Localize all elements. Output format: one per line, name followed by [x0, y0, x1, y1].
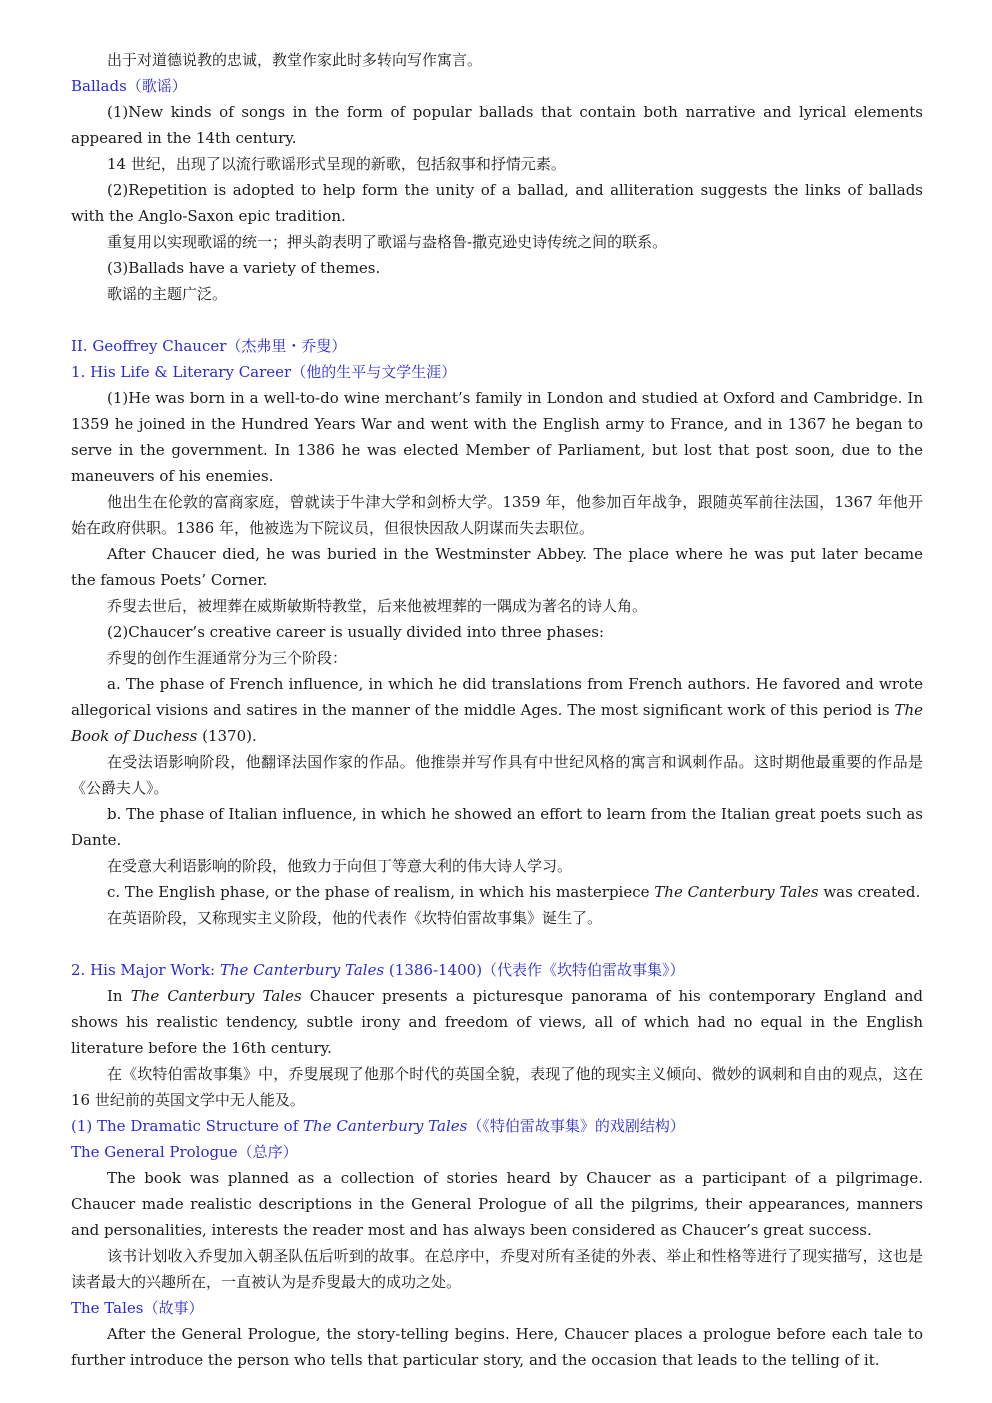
body-paragraph: [71, 879, 923, 905]
text-run: 歌谣的主题广泛。: [107, 285, 228, 303]
text-run: (1)He was born in a well-to-do wine merchant’s family in London and studied at Oxford and Cambridge. In 1359 he joined in the Hundred Years War and went with the English army to France, and in 1367 he began to serve in the government. In 1386 he was elected Member of Parliament, but lost that post soon, due to the maneuvers of his enemies.: [71, 389, 923, 485]
section-heading: [71, 957, 923, 983]
book-title: The Book of Duchess: [71, 701, 923, 745]
text-run: Chaucer presents a picturesque panorama of his contemporary England and shows his realistic tendency, subtle irony and freedom of views, all of which had no equal in the English literature before the 16th century.: [71, 987, 923, 1057]
book-title: The Canterbury Tales: [130, 987, 302, 1005]
body-paragraph: [71, 1061, 923, 1113]
text-run: 在受意大利语影响的阶段，他致力于向但丁等意大利的伟大诗人学习。: [107, 857, 573, 875]
section-heading: [71, 73, 923, 99]
text-run: 重复用以实现歌谣的统一；押头韵表明了歌谣与盎格鲁-撒克逊史诗传统之间的联系。: [107, 233, 668, 251]
text-run: 该书计划收入乔叟加入朝圣队伍后听到的故事。在总序中，乔叟对所有圣徒的外表、举止和性格等进行了现实描写，这也是读者最大的兴趣所在，一直被认为是乔叟最大的成功之处。: [71, 1247, 923, 1291]
section-spacer: [71, 307, 923, 333]
body-paragraph: [71, 645, 923, 671]
text-run: 在受法语影响阶段，他翻译法国作家的作品。他推崇并写作具有中世纪风格的寓言和讽刺作品。这时期他最重要的作品是《公爵夫人》。: [71, 753, 923, 797]
body-paragraph: [71, 47, 923, 73]
text-run: Ballads（歌谣）: [71, 77, 187, 95]
section-heading: [71, 1139, 923, 1165]
body-paragraph: [71, 1321, 923, 1373]
body-paragraph: [71, 489, 923, 541]
body-paragraph: [71, 749, 923, 801]
section-heading: [71, 333, 923, 359]
text-run: (1)New kinds of songs in the form of popular ballads that contain both narrative and lyrical elements appeared in the 14th century.: [71, 103, 923, 147]
text-run: (1386-1400)（代表作《坎特伯雷故事集》）: [384, 961, 685, 979]
text-run: The General Prologue（总序）: [71, 1143, 298, 1161]
body-paragraph: [71, 853, 923, 879]
text-run: 1. His Life & Literary Career（他的生平与文学生涯）: [71, 363, 457, 381]
text-run: After the General Prologue, the story-telling begins. Here, Chaucer places a prologue before each tale to further introduce the person who tells that particular story, and the occasion that leads to the telling of it.: [71, 1325, 923, 1369]
text-run: 在英语阶段，又称现实主义阶段，他的代表作《坎特伯雷故事集》诞生了。: [107, 909, 603, 927]
text-run: 14 世纪，出现了以流行歌谣形式呈现的新歌，包括叙事和抒情元素。: [107, 155, 566, 173]
text-run: II. Geoffrey Chaucer（杰弗里・乔叟）: [71, 337, 347, 355]
text-run: 他出生在伦敦的富商家庭，曾就读于牛津大学和剑桥大学。1359 年，他参加百年战争，跟随英军前往法国，1367 年他开始在政府供职。1386 年，他被选为下院议员，但很快因敌人阴谋而失去职位。: [71, 493, 923, 537]
text-run: (1370).: [197, 727, 257, 745]
body-paragraph: [71, 255, 923, 281]
text-run: The book was planned as a collection of stories heard by Chaucer as a participant of a pilgrimage. Chaucer made realistic descriptions in the General Prologue of all the pilgrims, their appearances, manners and personalities, interests the reader most and has always been considered as Chaucer’s great success.: [71, 1169, 923, 1239]
text-run: was created.: [818, 883, 921, 901]
body-paragraph: [71, 1165, 923, 1243]
body-paragraph: [71, 671, 923, 749]
section-heading: [71, 1113, 923, 1139]
document-page: [71, 47, 923, 1373]
body-paragraph: [71, 1243, 923, 1295]
body-paragraph: [71, 905, 923, 931]
body-paragraph: [71, 801, 923, 853]
body-paragraph: [71, 619, 923, 645]
body-paragraph: [71, 151, 923, 177]
body-paragraph: [71, 229, 923, 255]
text-run: 出于对道德说教的忠诚，教堂作家此时多转向写作寓言。: [107, 51, 483, 69]
text-run: 2. His Major Work:: [71, 961, 220, 979]
text-run: The Tales（故事）: [71, 1299, 204, 1317]
text-run: a. The phase of French influence, in which he did translations from French authors. He favored and wrote allegorical visions and satires in the manner of the middle Ages. The most significant work of this period is: [71, 675, 923, 719]
body-paragraph: [71, 99, 923, 151]
text-run: （《特伯雷故事集》的戏剧结构）: [467, 1117, 685, 1135]
text-run: 乔叟的创作生涯通常分为三个阶段：: [107, 649, 348, 667]
text-run: (1) The Dramatic Structure of: [71, 1117, 304, 1135]
body-paragraph: [71, 593, 923, 619]
book-title: The Canterbury Tales: [654, 883, 819, 901]
text-run: (2)Repetition is adopted to help form the unity of a ballad, and alliteration suggests the links of ballads with the Anglo-Saxon epic tradition.: [71, 181, 923, 225]
body-paragraph: [71, 385, 923, 489]
text-run: b. The phase of Italian influence, in which he showed an effort to learn from the Italian great poets such as Dante.: [71, 805, 923, 849]
text-run: In: [107, 987, 131, 1005]
text-run: (3)Ballads have a variety of themes.: [107, 259, 381, 277]
section-spacer: [71, 931, 923, 957]
section-heading: [71, 1295, 923, 1321]
body-paragraph: [71, 281, 923, 307]
text-run: 在《坎特伯雷故事集》中，乔叟展现了他那个时代的英国全貌，表现了他的现实主义倾向、微妙的讽刺和自由的观点，这在 16 世纪前的英国文学中无人能及。: [71, 1065, 923, 1109]
body-paragraph: [71, 177, 923, 229]
section-heading: [71, 359, 923, 385]
text-run: c. The English phase, or the phase of realism, in which his masterpiece: [107, 883, 655, 901]
text-run: 乔叟去世后，被埋葬在威斯敏斯特教堂，后来他被埋葬的一隅成为著名的诗人角。: [107, 597, 648, 615]
text-run: (2)Chaucer’s creative career is usually divided into three phases:: [107, 623, 604, 641]
body-paragraph: [71, 983, 923, 1061]
body-paragraph: [71, 541, 923, 593]
text-run: After Chaucer died, he was buried in the Westminster Abbey. The place where he was put later became the famous Poets’ Corner.: [71, 545, 923, 589]
book-title: The Canterbury Tales: [219, 961, 385, 979]
book-title: The Canterbury Tales: [303, 1117, 468, 1135]
